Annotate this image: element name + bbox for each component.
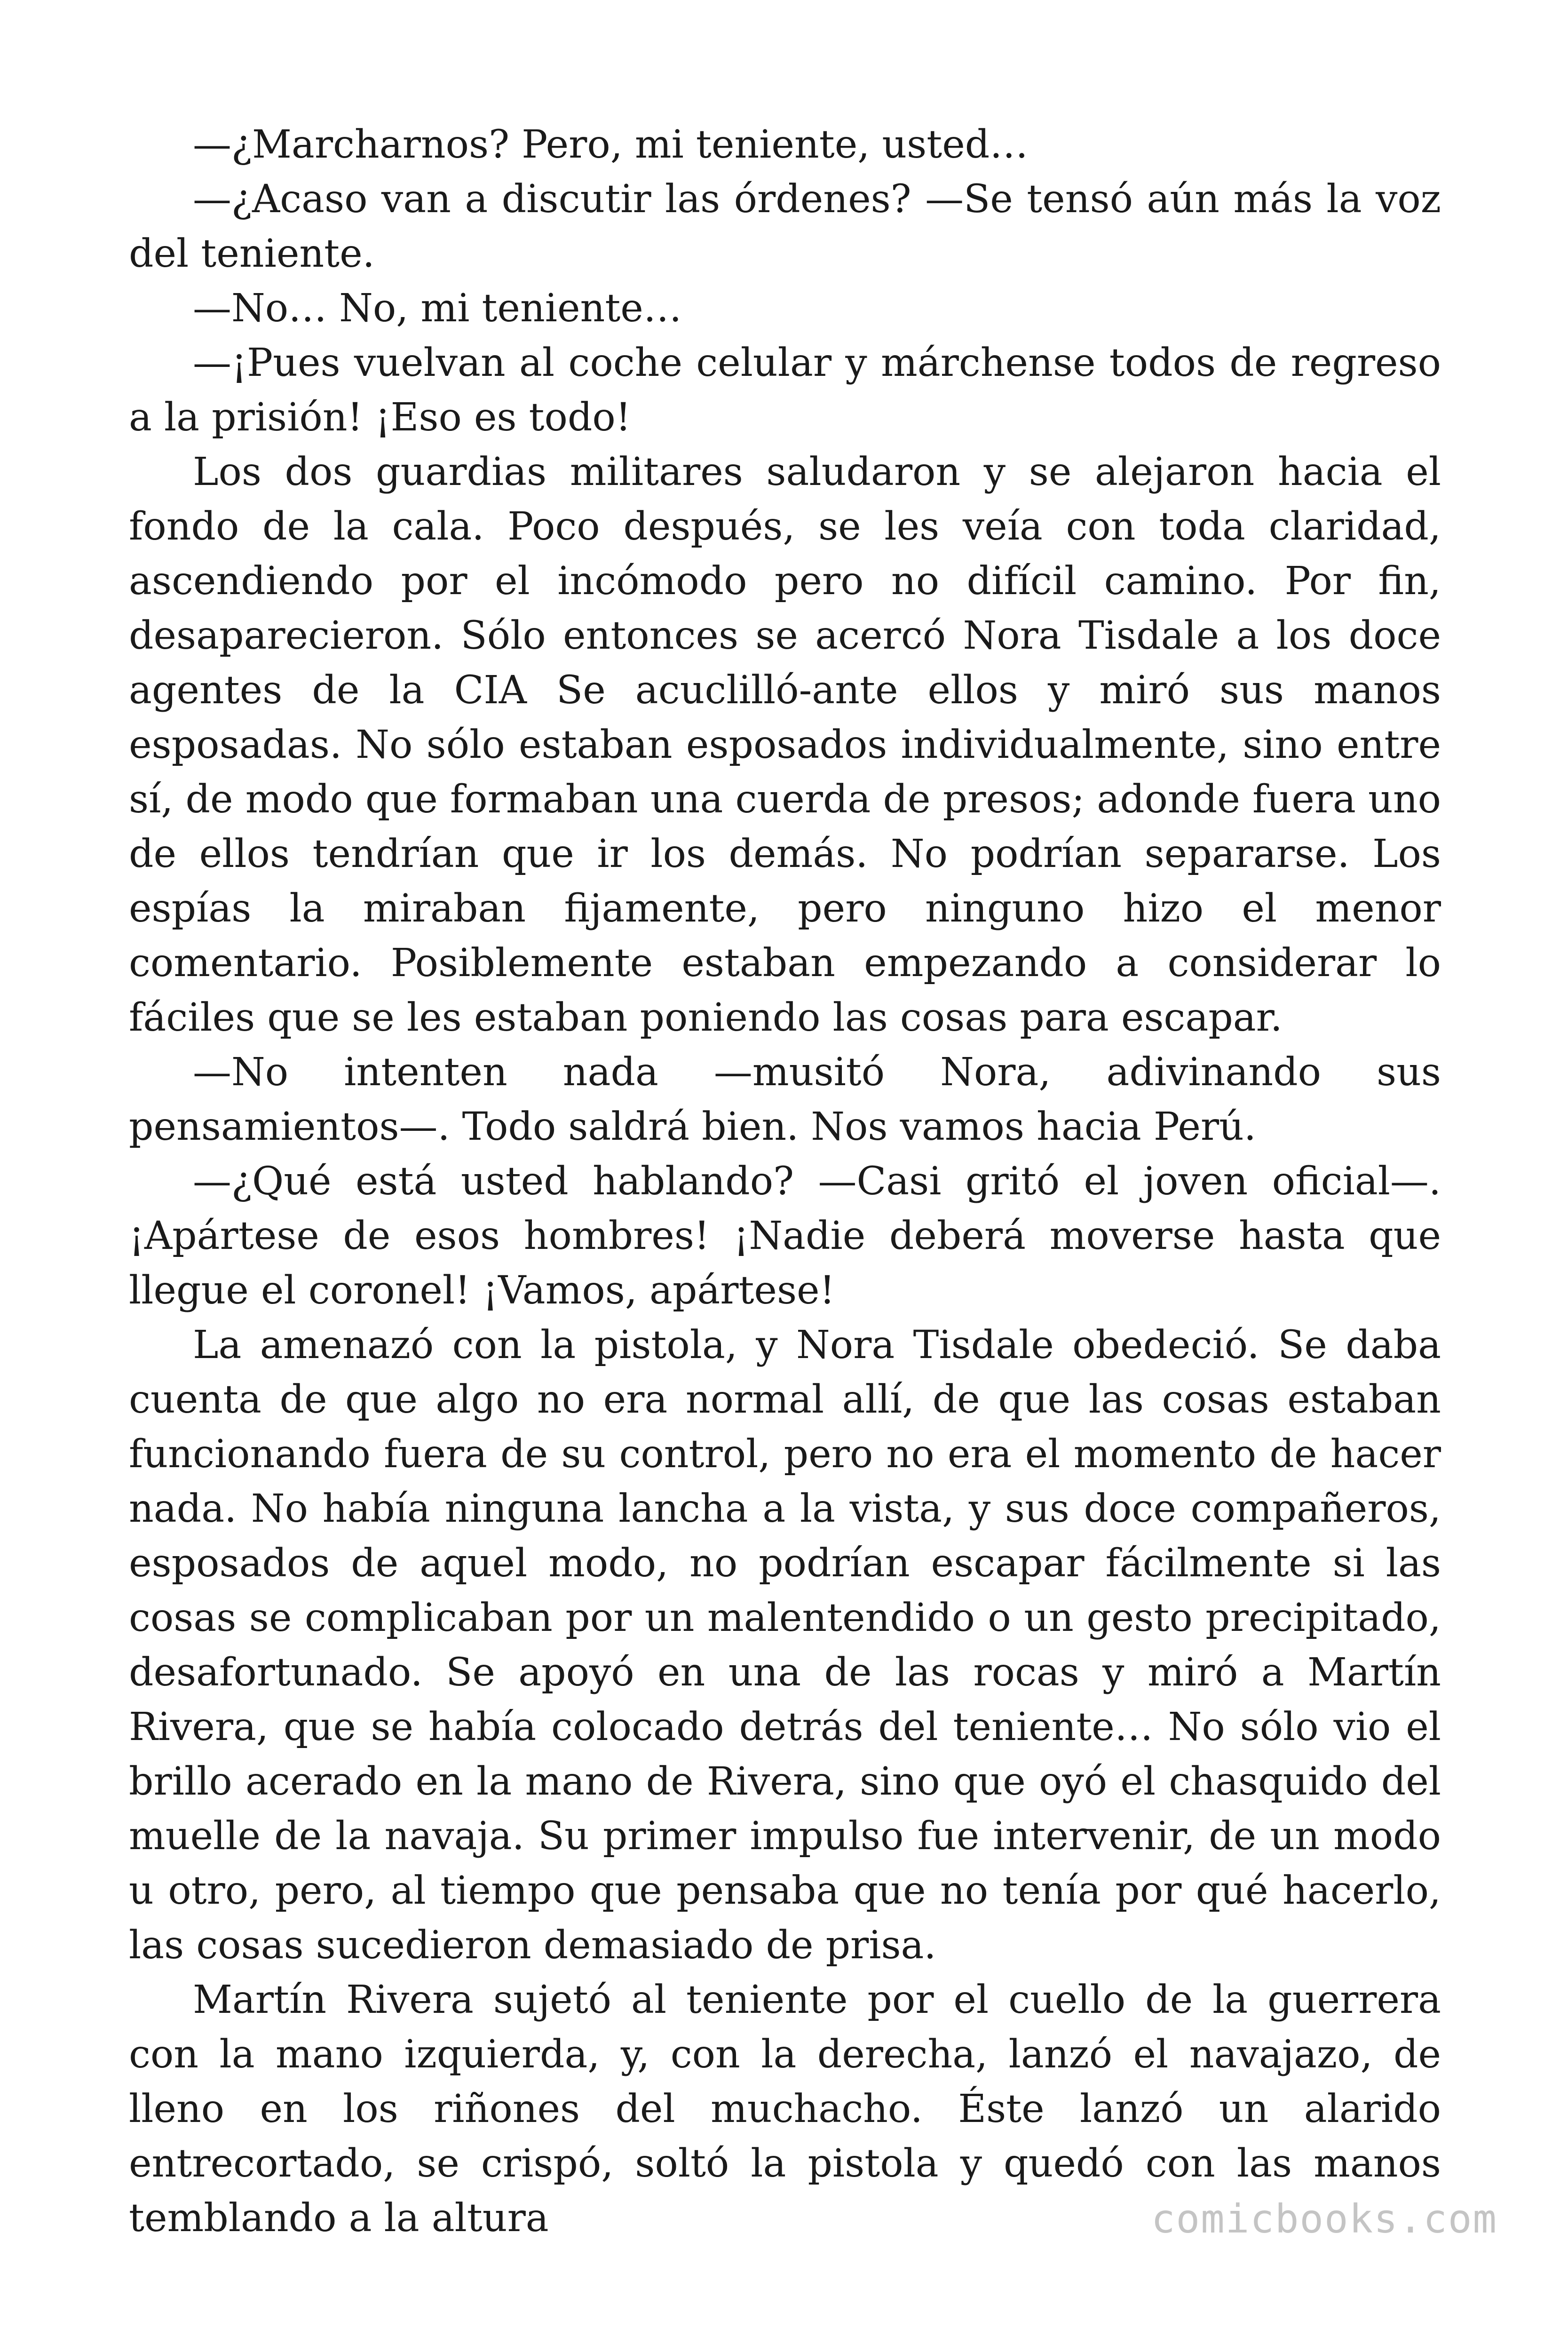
paragraph: —¿Qué está usted hablando? —Casi gritó el joven oficial—. ¡Apártese de esos hombres! ¡Nadie deberá moverse hasta que llegue el coronel! ¡Vamos, apártese! [129,1159,1441,1313]
paragraph: La amenazó con la pistola, y Nora Tisdale obedeció. Se daba cuenta de que algo no era normal allí, de que las cosas estaban funcionando fuera de su control, pero no era el momento de hacer nada. No había ninguna lancha a la vista, y sus doce compañeros, esposados de aquel modo, no podrían escapar fácilmente si las cosas se complicaban por un malentendido o un gesto precipitado, desafortunado. Se apoyó en una de las rocas y miró a Martín Rivera, que se había colocado detrás del teniente… No sólo vio el brillo acerado en la mano de Rivera, sino que oyó el chasquido del muelle de la navaja. Su primer impulso fue intervenir, de un modo u otro, pero, al tiempo que pensaba que no tenía por qué hacerlo, las cosas sucedieron demasiado de prisa. [129,1323,1441,1968]
paragraph: Martín Rivera sujetó al teniente por el cuello de la guerrera con la mano izquierda, y, con la derecha, lanzó el navajazo, de lleno en los riñones del muchacho. Éste lanzó un alarido entrecortado, se crispó, soltó la pistola y quedó con las manos temblando a la altura [129,1978,1441,2241]
paragraph: —¿Marcharnos? Pero, mi teniente, usted… [193,122,1029,167]
paragraph: —No intenten nada —musitó Nora, adivinando sus pensamientos—. Todo saldrá bien. Nos vamos hacia Perú. [129,1050,1441,1149]
paragraph: Los dos guardias militares saludaron y se alejaron hacia el fondo de la cala. Poco después, se les veía con toda claridad, ascendiendo por el incómodo pero no difícil camino. Por fin, desaparecieron. Sólo entonces se acercó Nora Tisdale a los doce agentes de la CIA Se acuclilló-ante ellos y miró sus manos esposadas. No sólo estaban esposados individualmente, sino entre sí, de modo que formaban una cuerda de presos; adonde fuera uno de ellos tendrían que ir los demás. No podrían separarse. Los espías la miraban fijamente, pero ninguno hizo el menor comentario. Posiblemente estaban empezando a considerar lo fáciles que se les estaban poniendo las cosas para escapar. [129,450,1441,1040]
paragraph: —¿Acaso van a discutir las órdenes? —Se tensó aún más la voz del teniente. [129,177,1441,276]
site-watermark: comicbooks.com [1151,2196,1497,2242]
paragraph: —No… No, mi teniente… [193,286,682,331]
paragraph: —¡Pues vuelvan al coche celular y márchense todos de regreso a la prisión! ¡Eso es todo! [129,341,1441,440]
body-text [129,118,1441,2246]
